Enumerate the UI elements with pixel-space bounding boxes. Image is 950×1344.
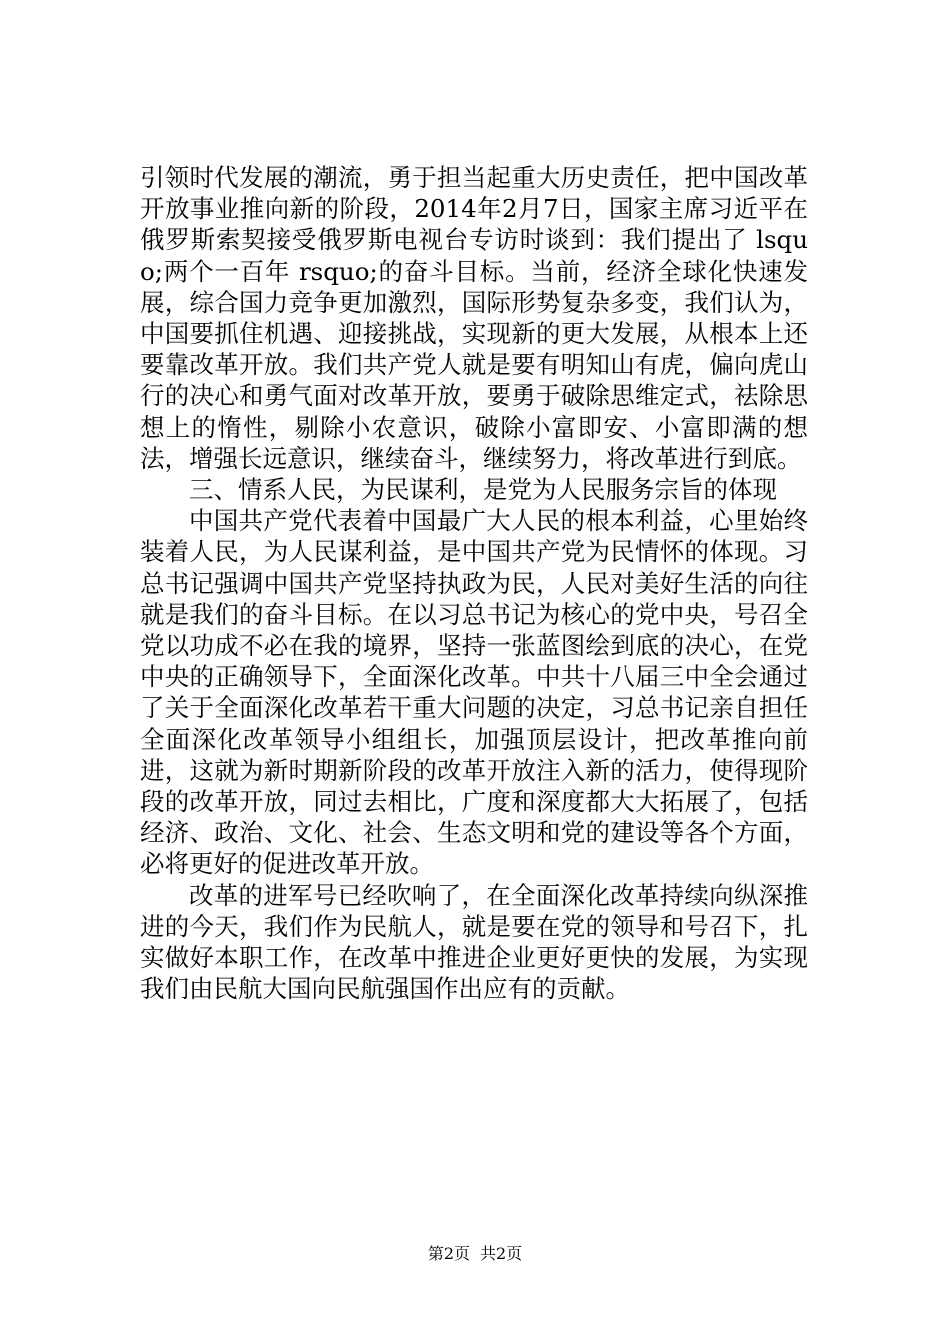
document-body xyxy=(140,162,808,1004)
section-heading-three: 三、情系人民，为民谋利，是党为人民服务宗旨的体现 xyxy=(189,475,777,505)
paragraph-civil-aviation: 改革的进军号已经吹响了，在全面深化改革持续向纵深推进的今天，我们作为民航人，就是要在党的领导和号召下，扎实做好本职工作，在改革中推进企业更好更快的发展，为实现我们由民航大国向民航强国作出应有的贡献。 xyxy=(140,880,808,1004)
paragraph-party-people: 中国共产党代表着中国最广大人民的根本利益，心里始终装着人民，为人民谋利益，是中国共产党为民情怀的体现。习总书记强调中国共产党坚持执政为民，人民对美好生活的向往就是我们的奋斗目标。在以习总书记为核心的党中央，号召全党以功成不必在我的境界，坚持一张蓝图绘到底的决心，在党中央的正确领导下，全面深化改革。中共十八届三中全会通过了关于全面深化改革若干重大问题的决定，习总书记亲自担任全面深化改革领导小组组长，加强顶层设计，把改革推向前进，这就为新时期新阶段的改革开放注入新的活力，使得现阶段的改革开放，同过去相比，广度和深度都大大拓展了，包括经济、政治、文化、社会、生态文明和党的建设等各个方面，必将更好的促进改革开放。 xyxy=(140,506,808,879)
page-number-total: 共2页 xyxy=(480,1244,523,1263)
page-number-current: 第2页 xyxy=(427,1244,470,1263)
page-footer xyxy=(0,1243,950,1265)
paragraph-reform-history: 引领时代发展的潮流，勇于担当起重大历史责任，把中国改革开放事业推向新的阶段，2014年2月7日，国家主席习近平在俄罗斯索契接受俄罗斯电视台专访时谈到：我们提出了 lsquo;两个一百年 rsquo;的奋斗目标。当前，经济全球化快速发展，综合国力竞争更加激烈，国际形势复杂多变，我们认为，中国要抓住机遇、迎接挑战，实现新的更大发展，从根本上还要靠改革开放。我们共产党人就是要有明知山有虎，偏向虎山行的决心和勇气面对改革开放，要勇于破除思维定式，祛除思想上的惰性，剔除小农意识，破除小富即安、小富即满的想法，增强长远意识，继续奋斗，继续努力，将改革进行到底。 xyxy=(140,163,808,473)
